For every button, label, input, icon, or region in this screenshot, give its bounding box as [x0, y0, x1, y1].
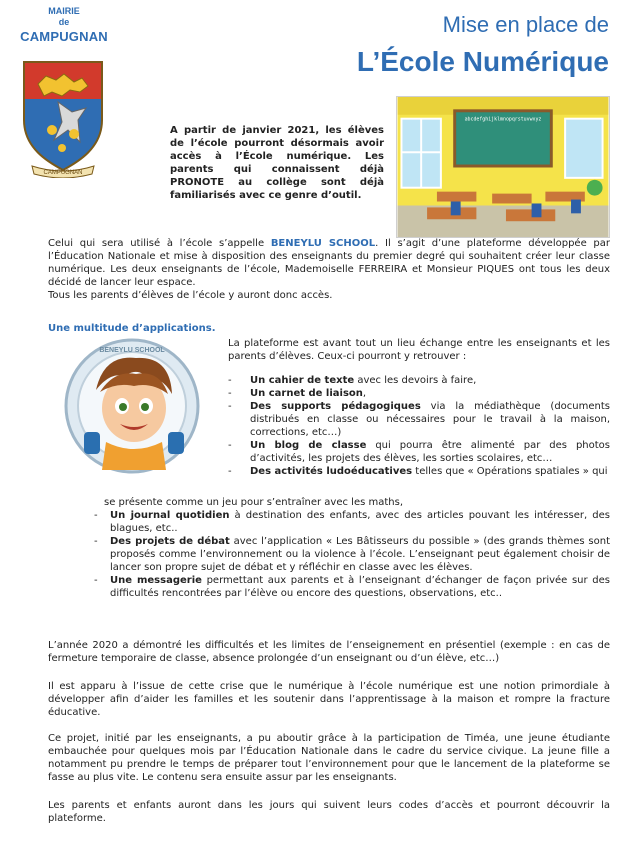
apps-list-part1	[228, 374, 610, 478]
paragraph-crisis: Il est apparu à l’issue de cette crise que le numérique à l’école numérique est une notion primordiale à développer afin d’aider les familles et les soutenir dans l’apprentissage à la maison et rompre la fracture éducative.	[48, 681, 610, 718]
apps-continuation: se présente comme un jeu pour s’entraîner avec les maths,	[104, 497, 404, 508]
paragraph-codes: Les parents et enfants auront dans les jours qui suivent leurs codes d’accès et pourront découvrir la plateforme.	[48, 800, 610, 824]
list-item	[228, 439, 610, 465]
paragraph-timea: Ce projet, initié par les enseignants, a pu aboutir grâce à la participation de Timéa, une jeune étudiante embauchée pour quelques mois par l’Éducation Nationale dans le cadre du service civique. La jeune fille a notamment pu prendre le temps de préparer tout l’environnement pour que le lancement de la plateforme se fasse au plus vite. Le contenu sera ensuite assur par les enseignants.	[48, 733, 610, 783]
list-item-text: via la médiathèque (documents distribués en classe ou nécessaires pour le travail à la maison, corrections, etc…)	[250, 401, 610, 438]
list-item-title: Une messagerie	[110, 575, 202, 586]
para1-text-after: . Il s’agit d’une plateforme développée par l’Éducation Nationale et mise à disposition des enseignants du premier degré qui souhaitent créer leur classe numérique. Les deux enseignants de l’école, Mademoiselle FERREIRA et Monsieur PIQUES ont tous les deux décidé de lancer leur espace.	[48, 238, 611, 288]
coat-of-arms-image	[18, 58, 108, 178]
list-item-title: Un blog de classe	[250, 440, 367, 451]
mairie-de-label: de	[58, 17, 70, 27]
para1-text-before: Celui qui sera utilisé à l’école s’appelle	[48, 238, 271, 249]
badge-ring-text: BENEYLU SCHOOL	[99, 347, 165, 354]
classroom-illustration	[396, 96, 610, 238]
apps-list-part2	[94, 509, 610, 600]
list-item-text: avec l’application « Les Bâtisseurs du possible » (des grands thèmes sont proposés comme l’environnement ou la violence à l’école. L’enseignant peut également choisir de lancer son propre sujet de débat et y réfléchir en classe avec les élèves.	[110, 536, 610, 573]
list-item-title: Des activités ludoéducatives	[250, 466, 413, 477]
list-item-text: ,	[362, 388, 367, 399]
mairie-label: MAIRIE	[48, 6, 80, 16]
list-item-title: Des supports pédagogiques	[250, 401, 421, 412]
list-item-text: qui pourra être alimenté par des photos d’activités, les projets des élèves, les sorties scolaires, etc…	[250, 440, 610, 464]
list-item	[228, 400, 610, 439]
list-item	[228, 465, 610, 478]
list-item-title: Un journal quotidien	[110, 510, 230, 521]
list-item	[228, 387, 610, 400]
list-item-title: Un carnet de liaison	[250, 388, 363, 399]
para1-line2: Tous les parents d’élèves de l’école y auront donc accès.	[48, 290, 333, 301]
paragraph-2020: L’année 2020 a démontré les difficultés et les limites de l’enseignement en présentiel (exemple : en cas de fermeture temporaire de classe, absence prolongée d’un enseignant ou d’un élève, etc…)	[48, 640, 610, 664]
paragraph-beneylu	[48, 237, 610, 302]
beneylu-school-name: BENEYLU SCHOOL	[270, 238, 376, 249]
list-item	[94, 574, 610, 600]
list-item-title: Des projets de débat	[110, 536, 230, 547]
list-item	[228, 374, 610, 387]
list-item-text: permettant aux parents et à l’enseignant d’échanger de façon privée sur des difficultés rencontrées par l’élève ou encore des questions, observations, etc..	[110, 575, 610, 599]
board-alphabet: abcdefghijklmnopqrstuvwxyz	[464, 116, 542, 123]
town-name: CAMPUGNAN	[20, 29, 108, 44]
section-title: Une multitude d’applications.	[48, 323, 216, 334]
crest-banner-text: CAMPUGNAN	[43, 170, 83, 176]
list-item-text: avec les devoirs à faire,	[354, 375, 477, 386]
intro-paragraph: A partir de janvier 2021, les élèves de l’école pourront désormais avoir accès à l’École numérique. Les parents qui connaissent déjà PRONOTE au collège sont déjà familiarisés avec ce genre d’outil.	[170, 125, 384, 201]
page-title: L’École Numérique	[356, 46, 609, 77]
list-item-title: Un cahier de texte	[250, 375, 355, 386]
list-item-text: telles que « Opérations spatiales » qui	[412, 466, 608, 477]
list-item	[94, 535, 610, 574]
list-item	[94, 509, 610, 535]
mairie-header	[8, 6, 120, 45]
title-line-1: Mise en place de	[442, 12, 609, 37]
beneylu-mascot-badge	[44, 336, 220, 476]
list-item-text: à destination des enfants, avec des articles pouvant les intéresser, des blagues, etc..	[110, 510, 610, 534]
platform-intro: La plateforme est avant tout un lieu échange entre les enseignants et les parents d’élèves. Ceux-ci pourront y retrouver :	[228, 338, 610, 362]
